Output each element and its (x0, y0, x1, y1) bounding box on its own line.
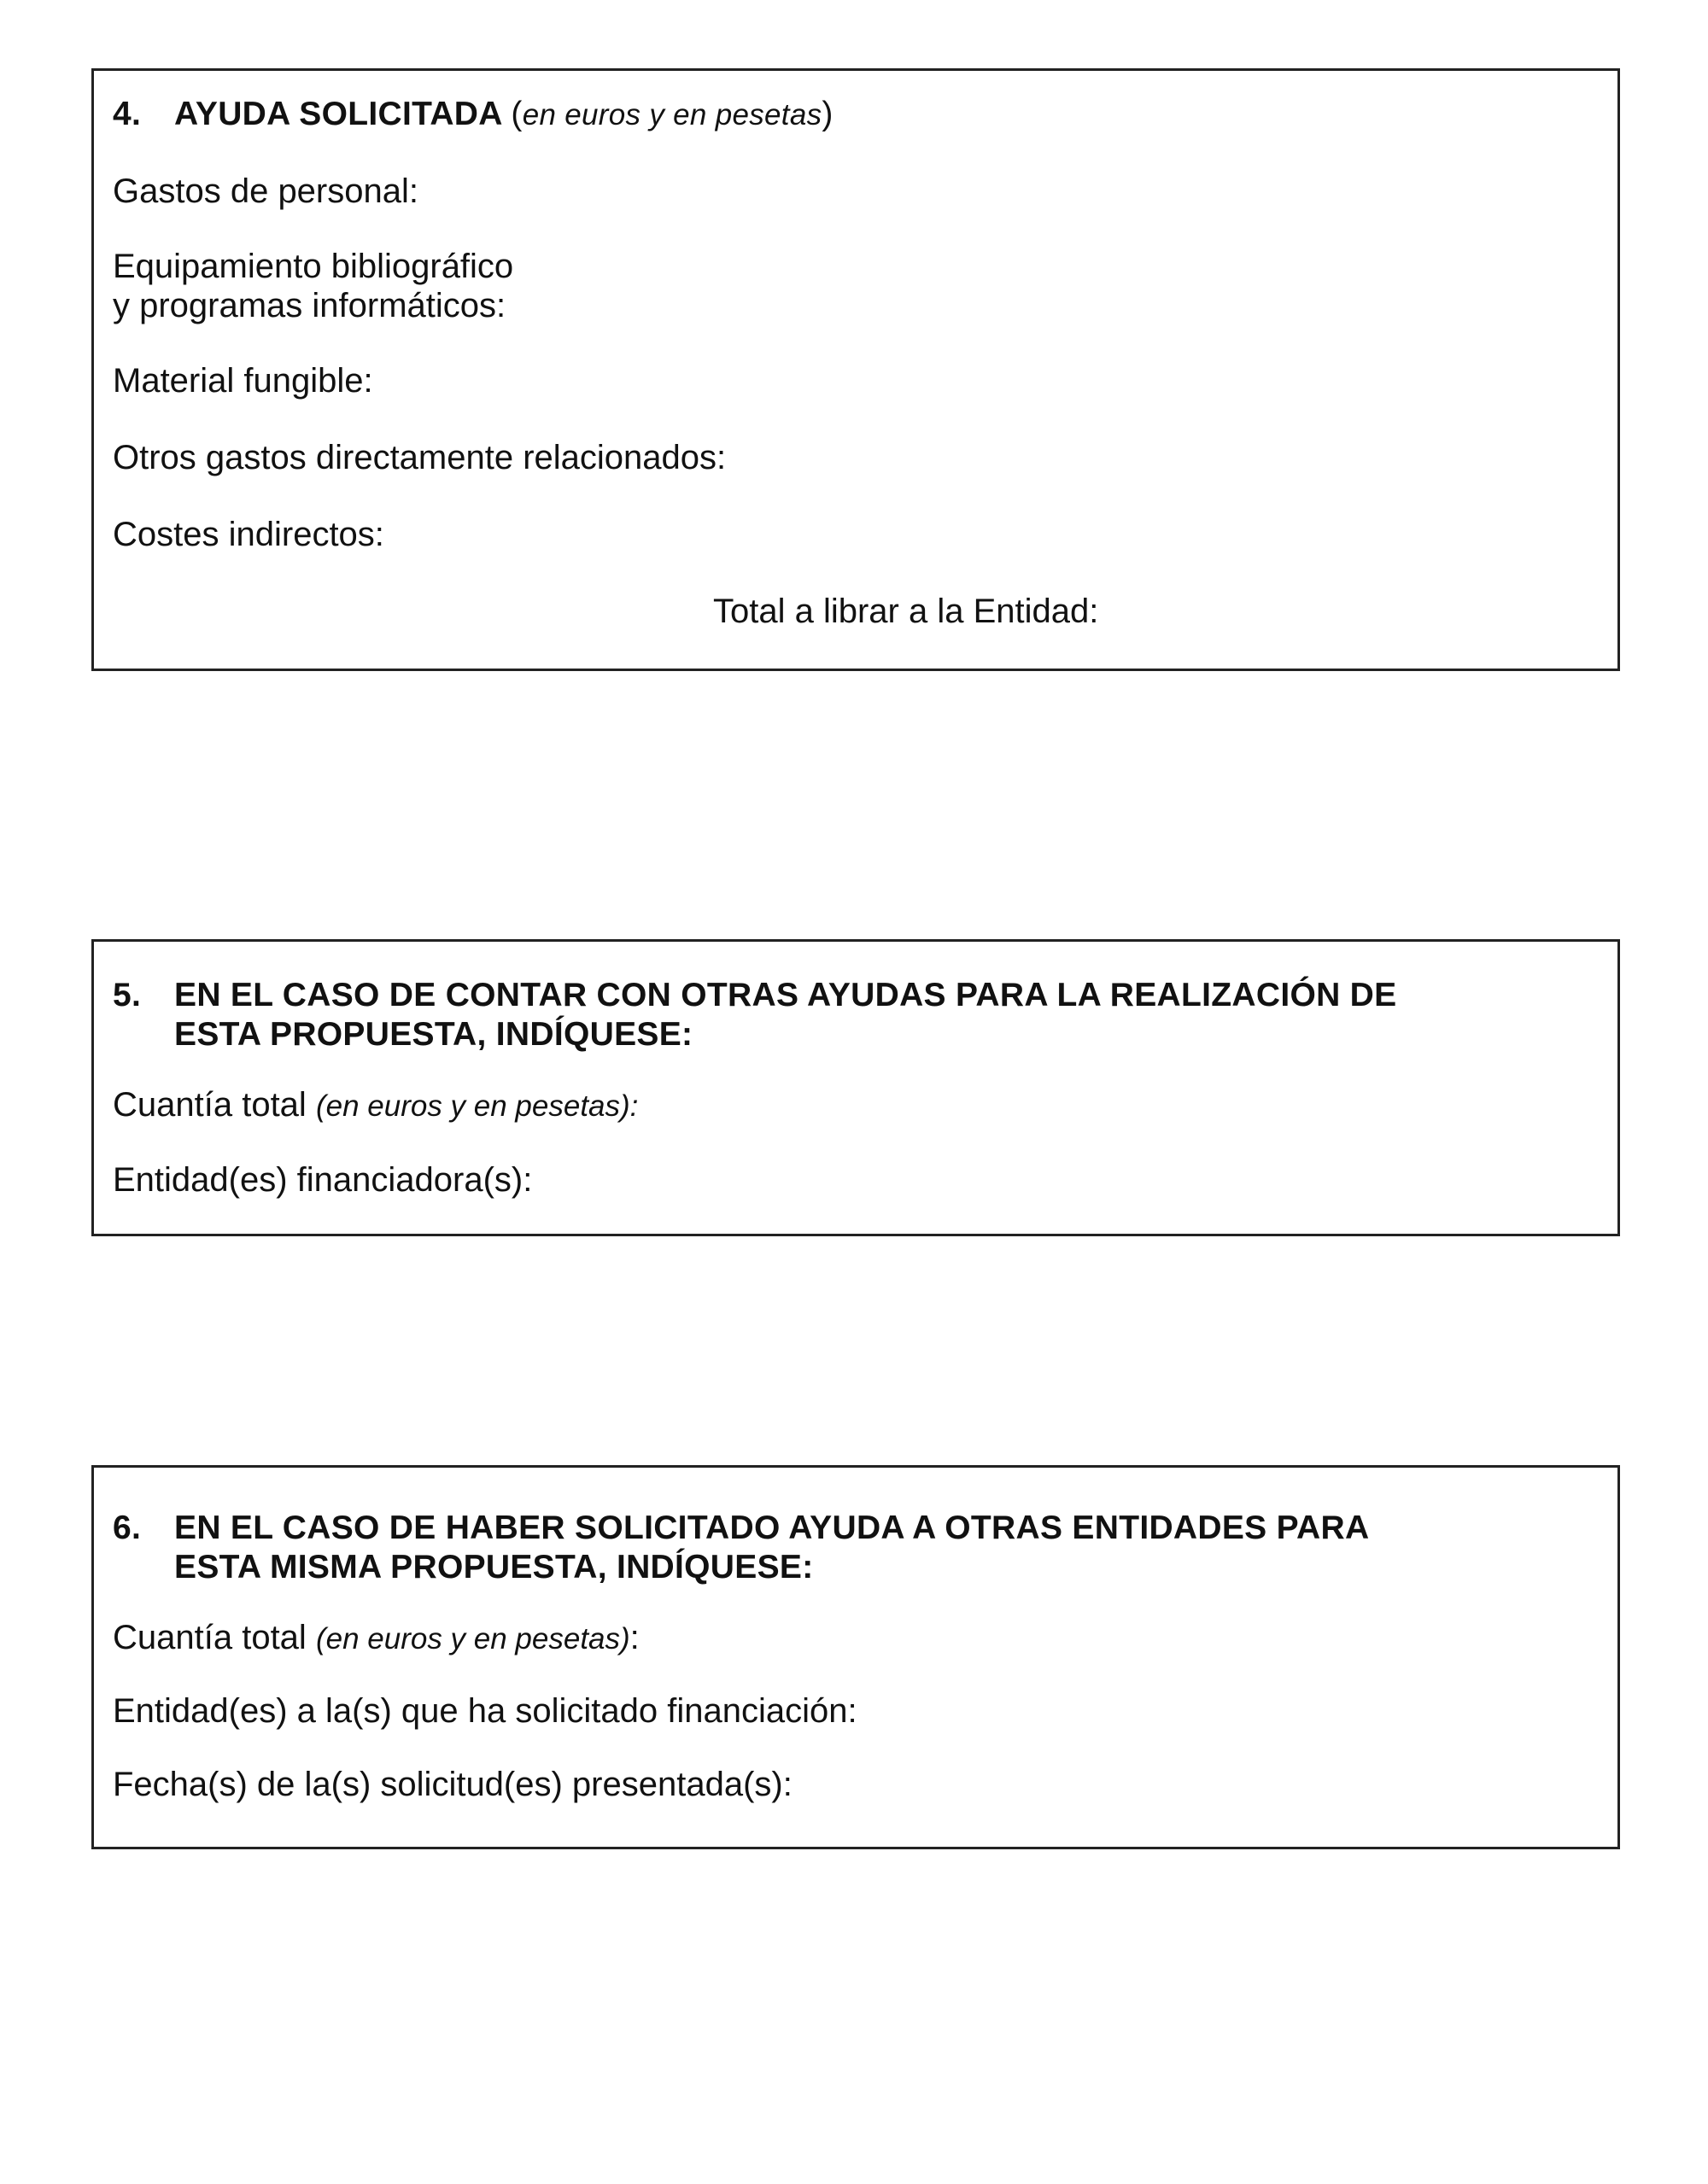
section-5-heading (113, 976, 1600, 1054)
title-note: en euros y en pesetas (522, 98, 822, 131)
section-6-box (91, 1465, 1620, 1849)
field-entidades-financiadoras: Entidad(es) financiadora(s): (113, 1161, 533, 1199)
section-title-line1: EN EL CASO DE HABER SOLICITADO AYUDA A OTRAS ENTIDADES PARA (174, 1510, 1370, 1546)
section-number: 6. (113, 1510, 142, 1546)
section-5-box (91, 939, 1620, 1236)
field-entidades-solicitadas: Entidad(es) a la(s) que ha solicitado financiación: (113, 1692, 857, 1730)
section-title-line2: ESTA PROPUESTA, INDÍQUESE: (174, 1016, 693, 1053)
section-number: 5. (113, 977, 142, 1013)
field-cuantia-total (113, 1085, 638, 1126)
field-otros-gastos: Otros gastos directamente relacionados: (113, 439, 727, 476)
title-paren-close: ) (822, 96, 834, 132)
cuantia-note: (en euros y en pesetas): (315, 1089, 639, 1123)
section-title: AYUDA SOLICITADA (174, 96, 502, 132)
section-title-line2: ESTA MISMA PROPUESTA, INDÍQUESE: (174, 1549, 814, 1585)
field-costes-indirectos: Costes indirectos: (113, 516, 384, 553)
cuantia-note: (en euros y en pesetas) (315, 1622, 630, 1656)
field-fecha-solicitudes: Fecha(s) de la(s) solicitud(es) presentada(s): (113, 1766, 793, 1803)
cuantia-label: Cuantía total (113, 1086, 307, 1124)
field-material-fungible: Material fungible: (113, 362, 373, 400)
title-paren-open: ( (511, 96, 523, 132)
field-total-entidad: Total a librar a la Entidad: (713, 593, 1099, 630)
section-title-line1: EN EL CASO DE CONTAR CON OTRAS AYUDAS PARA LA REALIZACIÓN DE (174, 977, 1397, 1013)
field-equipamiento-line2: y programas informáticos: (113, 287, 506, 324)
section-6-heading (113, 1509, 1600, 1587)
section-4-heading (113, 95, 1600, 135)
section-number: 4. (113, 96, 142, 132)
field-gastos-personal: Gastos de personal: (113, 172, 418, 210)
field-equipamiento-line1: Equipamiento bibliográfico (113, 248, 514, 285)
cuantia-label: Cuantía total (113, 1619, 307, 1656)
cuantia-colon: : (629, 1619, 640, 1656)
field-cuantia-total (113, 1618, 640, 1659)
section-4-box (91, 68, 1620, 671)
